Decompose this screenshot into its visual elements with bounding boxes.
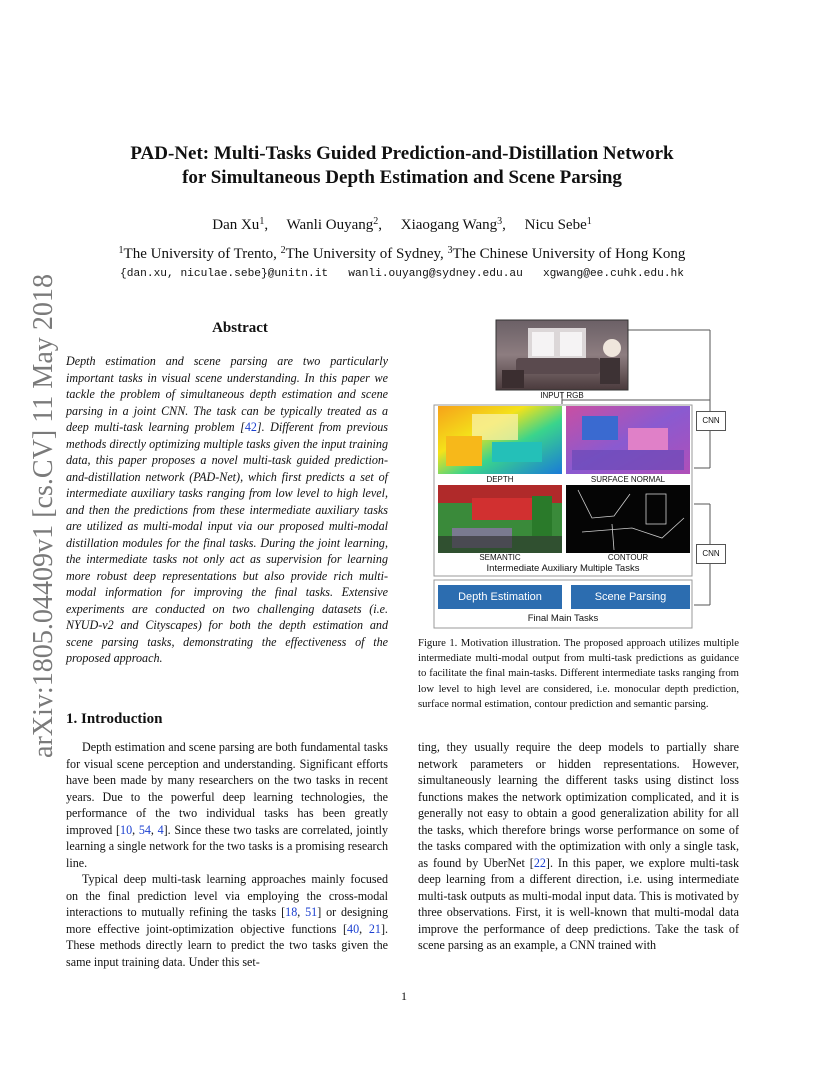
section-heading-introduction: 1. Introduction xyxy=(66,711,163,727)
citation-link[interactable]: 10 xyxy=(120,822,133,837)
author-sup: 1 xyxy=(586,216,592,227)
text-run: Depth estimation and scene parsing are both fundamental tasks for visual scene perception and understanding. Significant efforts have been made by many researchers on the two tasks in recent years. Due to the powerful deep learning technologies, the performance of the two individual tasks has been greatly improved [ xyxy=(66,740,388,837)
affil-name: The University of Trento, xyxy=(123,246,281,262)
scene-parsing-box: Scene Parsing xyxy=(571,585,690,609)
text-run: ]. These methods directly learn to predict the two tasks given the same input training data. Under this set- xyxy=(66,921,389,969)
affil-sup: 3 xyxy=(447,245,453,256)
citation-link[interactable]: 21 xyxy=(368,921,381,936)
author-emails: {dan.xu, niculae.sebe}@unitn.it wanli.ouyang@sydney.edu.au xgwang@ee.cuhk.edu.hk xyxy=(120,268,684,280)
cnn-label-top: CNN xyxy=(696,411,726,431)
title-line-2: for Simultaneous Depth Estimation and Scene Parsing xyxy=(182,166,622,188)
abstract-part: Depth estimation and scene parsing are two particularly important tasks in visual scene understanding. In this paper we tackle the problem of simultaneous depth estimation and scene parsing in a joint CNN. The task can be typically treated as a deep multi-task learning problem [ xyxy=(66,354,388,434)
figure-1 xyxy=(432,318,728,630)
affil-sup: 2 xyxy=(280,245,286,256)
author-name: Nicu Sebe xyxy=(524,217,587,233)
author-sup: 2 xyxy=(373,216,379,227)
intro-column-left xyxy=(66,739,388,970)
paragraph xyxy=(418,739,739,954)
citation-link[interactable]: 22 xyxy=(533,855,546,870)
affil-name: The University of Sydney, xyxy=(285,246,448,262)
affil-sup: 1 xyxy=(118,245,124,256)
citation-link[interactable]: 4 xyxy=(157,822,164,837)
semantic-label: SEMANTIC xyxy=(479,553,521,562)
author-sup: 1 xyxy=(259,216,265,227)
abstract-text xyxy=(66,353,388,667)
affil-name: The Chinese University of Hong Kong xyxy=(452,246,686,262)
page-number: 1 xyxy=(401,989,407,1003)
contour-label: CONTOUR xyxy=(607,553,649,562)
text-run: ting, they usually require the deep models to partially share network parameters or hidden representations. However, simultaneously learning the different tasks using distinct loss functions makes the network optimization complicated, and it is generally not easy to obtain a good generalization ability for all the tasks, which therefore brings worse performance on some of the tasks compared with the optimization with only a single task, as found by UberNet [ xyxy=(418,740,739,870)
arxiv-stamp xyxy=(10,272,60,762)
author-sup: 3 xyxy=(497,216,503,227)
author-name: Wanli Ouyang xyxy=(286,217,374,233)
text-run: ]. Since these two tasks are correlated, jointly learning a single network for the two tasks is a promising research line. xyxy=(66,822,389,870)
cnn-label-bottom: CNN xyxy=(696,544,726,564)
author-name: Dan Xu xyxy=(212,217,260,233)
aux-tasks-label: Intermediate Auxiliary Multiple Tasks xyxy=(486,563,640,574)
figure-1-caption: Figure 1. Motivation illustration. The proposed approach utilizes multiple intermediate multi-modal output from multi-task predictions as guidance to facilitate the final main-tasks. Different intermediate tasks ranging from low level to high level are considered, i.e. monocular depth prediction, surface normal estimation, contour prediction and semantic parsing. xyxy=(418,637,739,710)
author-name: Xiaogang Wang xyxy=(400,217,498,233)
citation-link[interactable]: 51 xyxy=(305,905,318,919)
arxiv-id-text: arXiv:1805.04409v1 [cs.CV] 11 May 2018 xyxy=(27,272,59,758)
contour-map-image xyxy=(566,485,690,553)
input-rgb-image xyxy=(496,320,628,390)
intro-column-right xyxy=(418,739,739,954)
paper-title xyxy=(90,142,714,189)
text-run: Typical deep multi-task learning approaches mainly focused on the final prediction level via employing the cross-modal interactions to mutually refining the tasks [ xyxy=(66,872,388,919)
affiliations xyxy=(70,245,734,263)
semantic-map-image xyxy=(438,485,562,553)
citation-link[interactable]: 42 xyxy=(244,420,257,434)
figure-graphic xyxy=(432,318,728,630)
citation-link[interactable]: 18 xyxy=(285,905,298,919)
paragraph: Depth estimation and scene parsing are both fundamental tasks for visual scene perception and understanding. Significant efforts have been made by many researchers on the two tasks in recent years. Due to the powerful deep learning technologies, the performance of the two individual tasks has been greatly improved [10, 54, 4]. Since these two tasks are correlated, jointly learning a single network for the two tasks is a promising research line. xyxy=(66,740,389,870)
author-list: Dan Xu$^1$, Wanli Ouyang$^2$, Xiaogang Wang$^3$, Nicu Sebe$^1$ xyxy=(212,216,592,233)
abstract-heading: Abstract xyxy=(212,320,268,336)
depth-estimation-box: Depth Estimation xyxy=(438,585,562,609)
title-line-1: PAD-Net: Multi-Tasks Guided Prediction-and-Distillation Network xyxy=(130,143,674,164)
paragraph: Typical deep multi-task learning approaches mainly focused on the final prediction level via employing the cross-modal interactions to mutually refining the tasks [18, 51] or designing more effective joint-optimization objective functions [40, 21]. These methods directly learn to predict the two tasks given the same input training data. Under this set- xyxy=(66,872,389,969)
abstract-part: ]. Different from previous methods directly optimizing multiple tasks given the input training data, this paper proposes a novel multi-task guided prediction-and-distillation network (PAD-Net), which first predicts a set of intermediate auxiliary tasks ranging from low level to high level, and then the predictions from these intermediate auxiliary tasks are utilized as multi-modal input via our proposed multi-modal distillation modules for the final tasks. During the joint learning, the intermediate tasks not only act as supervision for learning more robust deep representations but also provide rich multi-modal information for improving the final tasks. Extensive experiments are conducted on two challenging datasets (i.e. NYUD-v2 and Cityscapes) for both the depth estimation and scene parsing tasks, demonstrating the effectiveness of the proposed approach. xyxy=(66,420,388,665)
surface-normal-label: SURFACE NORMAL xyxy=(590,475,666,484)
depth-label: DEPTH xyxy=(486,475,514,484)
text-run: ] or designing more effective joint-optimization objective functions [ xyxy=(66,905,389,936)
surface-normal-image xyxy=(566,406,690,474)
citation-link[interactable]: 54 xyxy=(138,822,151,837)
citation-link[interactable]: 40 xyxy=(347,921,360,936)
depth-map-image xyxy=(438,406,562,474)
input-rgb-label: INPUT RGB xyxy=(540,391,584,400)
final-tasks-label: Final Main Tasks xyxy=(527,613,599,624)
text-run: ]. In this paper, we explore multi-task deep learning from a different direction, i.e. using intermediate multi-task outputs as multi-modal input data. This is motivated by three observations. First, it is well-known that multi-modal data improve the performance of deep predictions. Take the task of scene parsing as an example, a CNN trained with xyxy=(418,855,739,952)
